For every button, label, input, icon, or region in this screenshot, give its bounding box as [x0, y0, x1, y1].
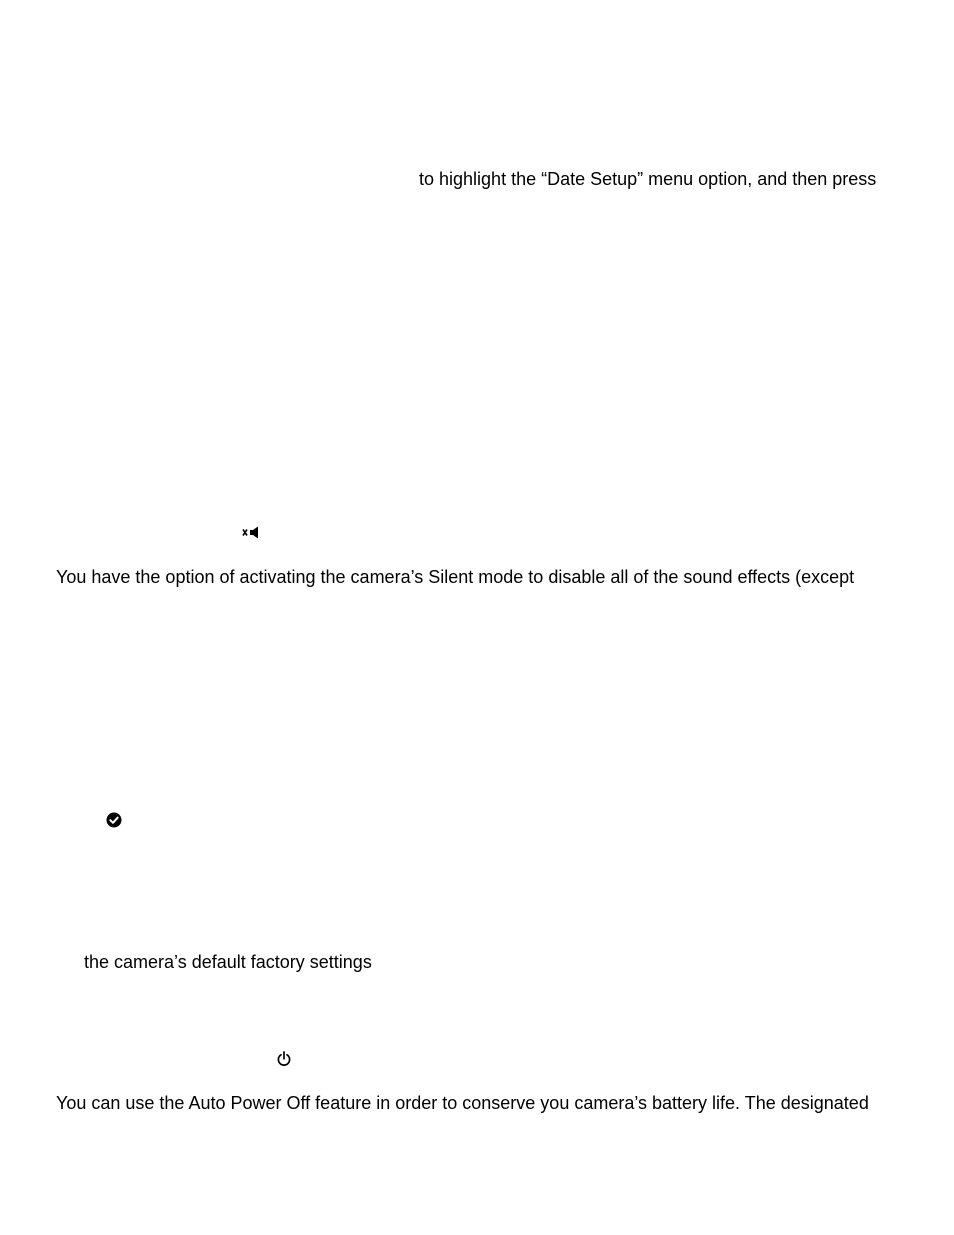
check-circle-icon [106, 812, 122, 828]
power-icon [276, 1051, 292, 1067]
silent-mode-text: You have the option of activating the camera’s Silent mode to disable all of the sound effects (except [56, 567, 855, 587]
default-factory-settings-text: the camera’s default factory settings [84, 952, 372, 972]
date-setup-instruction-text: to highlight the “Date Setup” menu option, and then press [419, 169, 877, 189]
auto-power-off-text: You can use the Auto Power Off feature in order to conserve you camera’s battery life. The designated [56, 1093, 869, 1113]
mute-speaker-icon [242, 525, 260, 541]
